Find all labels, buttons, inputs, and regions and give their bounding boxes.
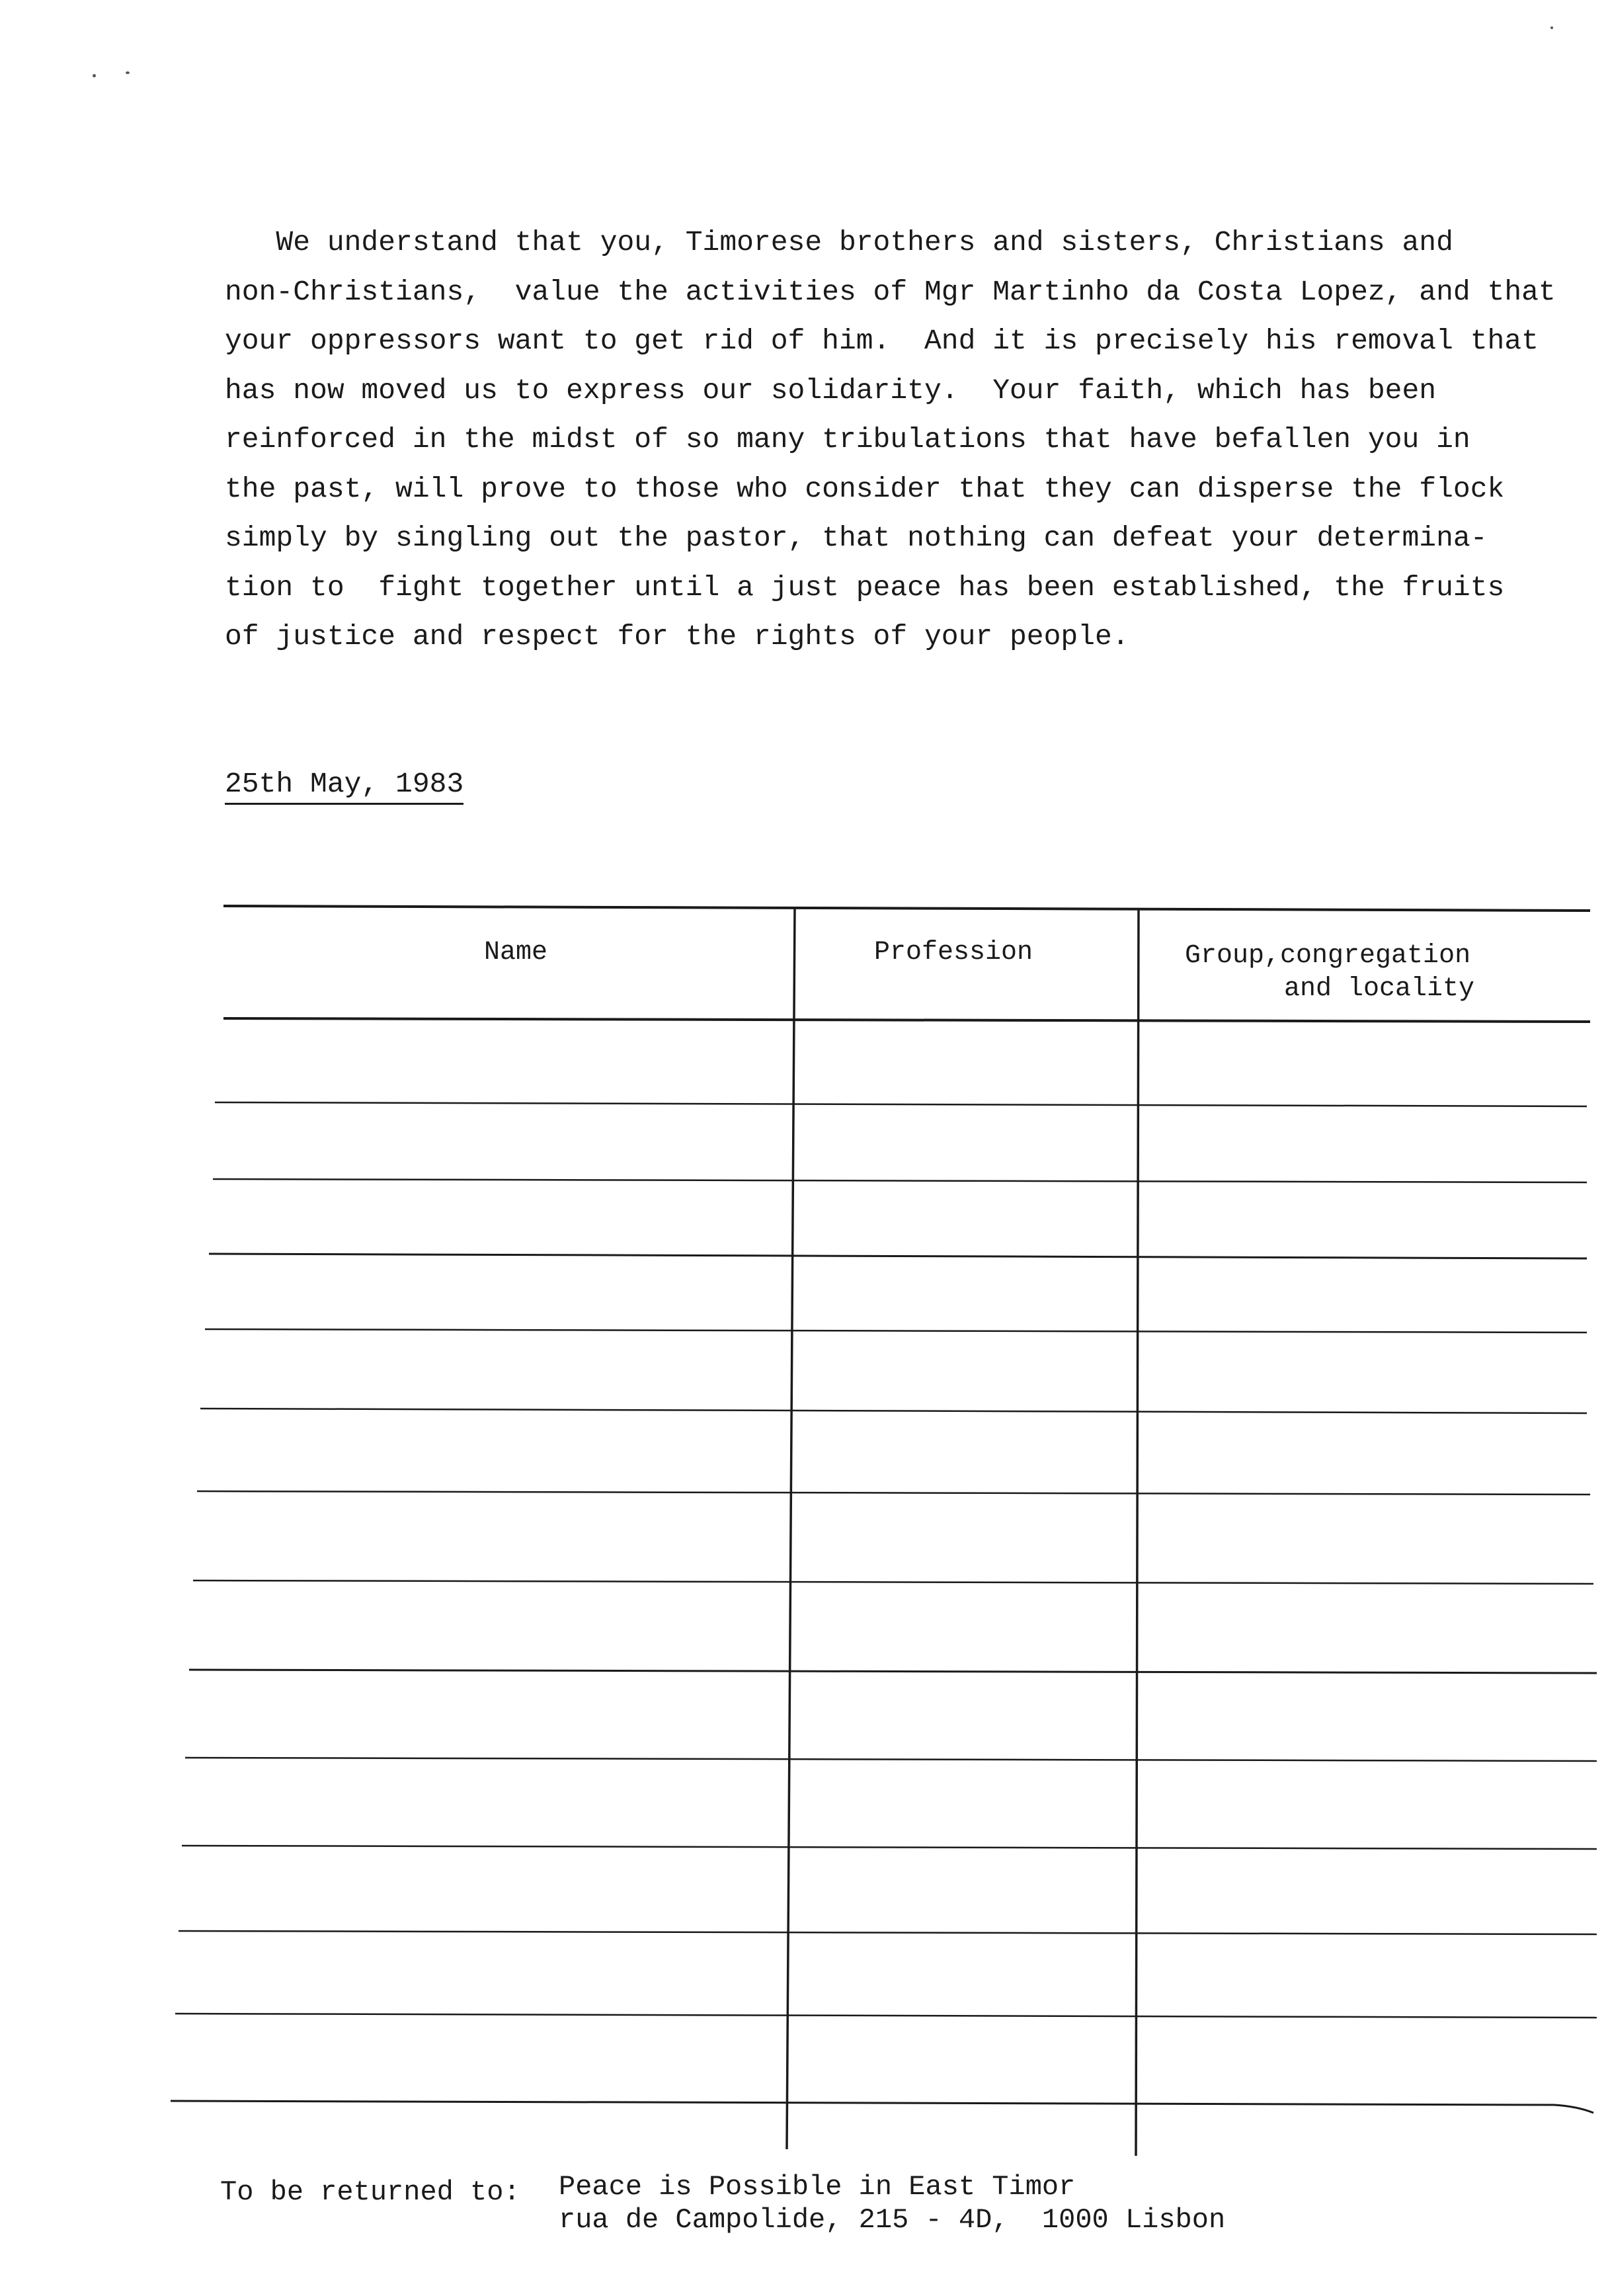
letter-line: has now moved us to express our solidarity. Your faith, which has been [225,374,1437,407]
return-address [559,2170,1225,2236]
table-header-rule [223,1018,1590,1022]
letter-line: tion to fight together until a just peace has been established, the fruits [225,571,1505,604]
table-row-rule [175,2014,1597,2018]
column-header-group-line2: and locality [1284,974,1475,1004]
letter-line: your oppressors want to get rid of him. And it is precisely his removal that [225,325,1539,357]
table-row-rule [205,1329,1587,1332]
table-row-rule [209,1254,1587,1258]
table-row-rule [179,1931,1597,1934]
table-row-rule [189,1670,1597,1673]
table-row-rule [200,1409,1587,1413]
letter-line: the past, will prove to those who consider that they can disperse the flock [225,472,1505,505]
table-row-rule [193,1580,1593,1584]
column-header-group-line1: Group,congregation [1185,941,1471,971]
table-row-rule [213,1179,1587,1182]
scan-speck [1550,26,1553,29]
table-row-rule [215,1102,1587,1106]
column-header-name: Name [484,938,548,967]
column-header-profession: Profession [874,938,1033,967]
letter-line: simply by singling out the pastor, that nothing can defeat your determina- [225,522,1488,554]
table-row-rule [182,1846,1597,1849]
scan-speck [93,74,96,77]
table-bottom-rule [171,2101,1593,2113]
address-line: rua de Campolide, 215 - 4D, 1000 Lisbon [559,2204,1226,2236]
return-label: To be returned to: [220,2176,520,2208]
letter-line: non-Christians, value the activities of Mgr Martinho da Costa Lopez, and that [225,275,1556,308]
table-row-rule [185,1758,1597,1761]
table-grid [165,896,1600,2159]
address-line: Peace is Possible in East Timor [559,2171,1076,2203]
table-top-rule [223,906,1590,911]
table-column-divider [787,908,795,2149]
table-row-rule [197,1491,1590,1495]
letter-date: 25th May, 1983 [225,767,463,805]
letter-line: reinforced in the midst of so many tribulations that have befallen you in [225,423,1470,456]
signature-table [165,896,1600,2159]
table-column-divider [1136,909,1139,2156]
letter-line: We understand that you, Timorese brothers and sisters, Christians and [225,226,1453,259]
scan-speck [126,71,130,74]
letter-line: of justice and respect for the rights of your people. [225,620,1129,653]
letter-body [225,218,1556,662]
